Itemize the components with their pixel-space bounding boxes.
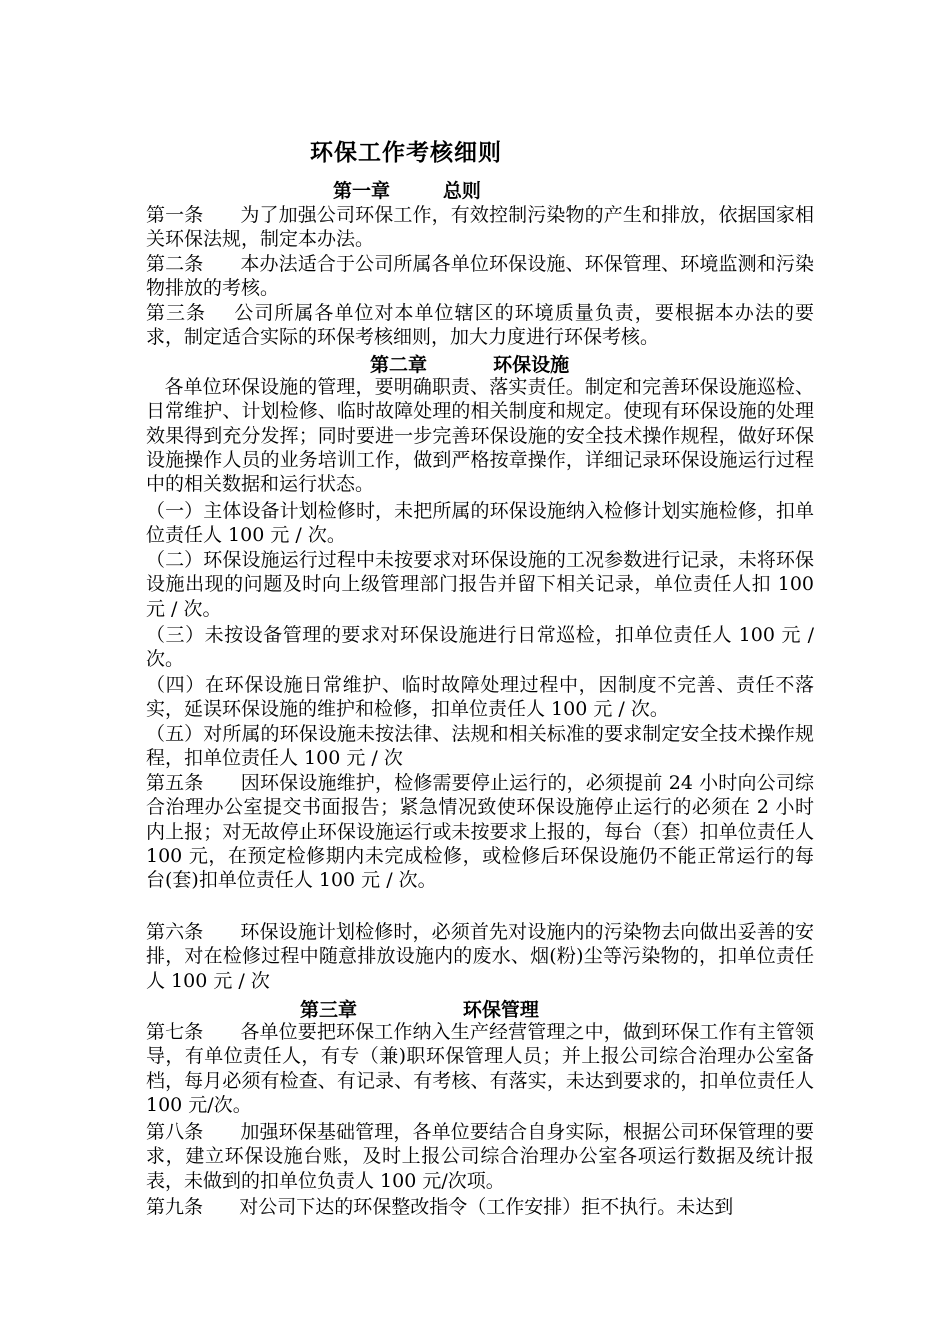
article-9-number: 第九条: [146, 1196, 240, 1218]
article-5-text: 因环保设施维护，检修需要停止运行的，必须提前 24 小时向公司综合治理办公室提交书面报告；紧急情况致使环保设施停止运行的必须在 2 小时内上报；对无故停止环保设施运行或未按要求上报的，每台（套）扣单位责任人 100 元，在预定检修期内未完成检修，或检修后环保设施仍不能正常运行的每台(套)扣单位责任人 100 元 / 次。: [146, 772, 814, 892]
article-1-text: 为了加强公司环保工作，有效控制污染物的产生和排放，依据国家相关环保法规，制定本办法。: [146, 204, 814, 251]
article-2: [146, 252, 814, 300]
article-5: [146, 771, 814, 918]
article-8-text: 加强环保基础管理，各单位要结合自身实际，根据公司环保管理的要求，建立环保设施台账，及时上报公司综合治理办公室各项运行数据及统计报表，未做到的扣单位负责人 100 元/次项。: [146, 1121, 814, 1192]
facilities-intro-text: 各单位环保设施的管理，要明确职责、落实责任。制定和完善环保设施巡检、日常维护、计划检修、临时故障处理的相关制度和规定。使现有环保设施的处理效果得到充分发挥；同时要进一步完善环保设施的安全技术操作规程，做好环保设施操作人员的业务培训工作，做到严格按章操作，详细记录环保设施运行过程中的相关数据和运行状态。: [146, 376, 814, 496]
article-7: [146, 1020, 814, 1118]
clause-5: [146, 722, 814, 770]
clause-5-text: （五）对所属的环保设施未按法律、法规和相关标准的要求制定安全技术操作规程，扣单位责任人 100 元 / 次: [146, 723, 814, 770]
clause-2-text: （二）环保设施运行过程中未按要求对环保设施的工况参数进行记录，未将环保设施出现的问题及时向上级管理部门报告并留下相关记录，单位责任人扣 100 元 / 次。: [146, 549, 814, 620]
article-6-text: 环保设施计划检修时，必须首先对设施内的污染物去向做出妥善的安排，对在检修过程中随意排放设施内的废水、烟(粉)尘等污染物的，扣单位责任人 100 元 / 次: [146, 921, 814, 992]
chapter-2-heading: 第二章 环保设施: [370, 354, 570, 376]
clause-2: [146, 548, 814, 621]
facilities-intro: [146, 375, 814, 497]
facilities-intro-indent: [146, 376, 164, 398]
clause-4-text: （四）在环保设施日常维护、临时故障处理过程中，因制度不完善、责任不落实，延误环保设施的维护和检修，扣单位责任人 100 元 / 次。: [146, 674, 814, 721]
clause-4: [146, 673, 814, 721]
article-8-number: 第八条: [146, 1121, 241, 1143]
article-8: [146, 1120, 814, 1193]
clause-3-text: （三）未按设备管理的要求对环保设施进行日常巡检，扣单位责任人 100 元 / 次。: [146, 624, 814, 671]
clause-3: [146, 623, 814, 671]
article-9: [146, 1195, 814, 1220]
article-7-text: 各单位要把环保工作纳入生产经营管理之中，做到环保工作有主管领导，有单位责任人，有专（兼)职环保管理人员；并上报公司综合治理办公室备档，每月必须有检查、有记录、有考核、有落实，未达到要求的，扣单位责任人 100 元/次。: [146, 1021, 814, 1116]
article-9-text: 对公司下达的环保整改指令（工作安排）拒不执行。未达到: [239, 1196, 734, 1218]
article-6: [146, 920, 814, 993]
clause-1: [146, 499, 814, 547]
article-6-number: 第六条: [146, 921, 241, 943]
article-1: [146, 203, 814, 251]
article-2-number: 第二条: [146, 253, 241, 275]
article-1-number: 第一条: [146, 204, 241, 226]
article-3: [146, 301, 814, 349]
clause-1-text: （一）主体设备计划检修时，未把所属的环保设施纳入检修计划实施检修，扣单位责任人 100 元 / 次。: [146, 500, 814, 547]
article-3-number: 第三条: [146, 302, 235, 324]
chapter-1-heading: 第一章 总则: [333, 180, 481, 202]
document-title: 环保工作考核细则: [310, 140, 502, 166]
article-2-text: 本办法适合于公司所属各单位环保设施、环保管理、环境监测和污染物排放的考核。: [146, 253, 814, 300]
article-7-number: 第七条: [146, 1021, 241, 1043]
article-5-number: 第五条: [146, 772, 241, 794]
chapter-3-heading: 第三章 环保管理: [300, 999, 539, 1021]
article-3-text: 公司所属各单位对本单位辖区的环境质量负责，要根据本办法的要求，制定适合实际的环保考核细则，加大力度进行环保考核。: [146, 302, 814, 349]
